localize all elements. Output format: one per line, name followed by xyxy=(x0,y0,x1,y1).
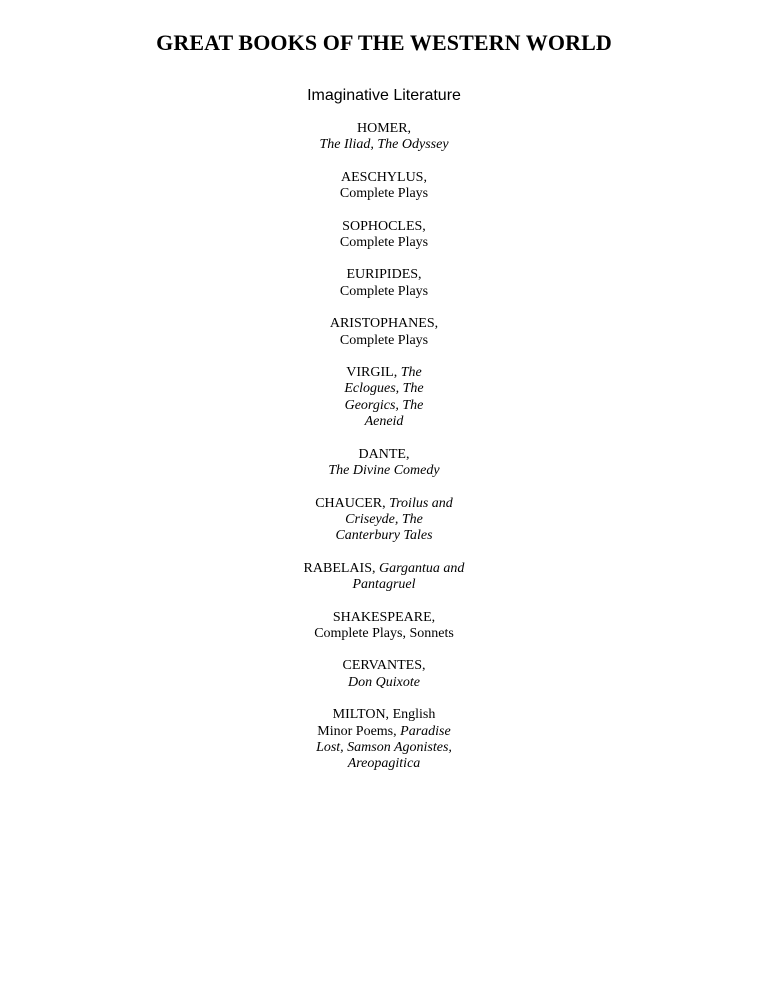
work-title: Paradise Lost, Samson Agonistes, Areopagitica xyxy=(316,723,452,772)
list-item xyxy=(294,561,474,594)
work-title: The Divine Comedy xyxy=(328,463,440,479)
list-item xyxy=(304,658,464,691)
author-name: VIRGIL, xyxy=(346,365,398,381)
author-name: DANTE, xyxy=(358,446,410,462)
author-name: CERVANTES, xyxy=(342,658,426,674)
work-title: The Eclogues, The Georgics, The Aeneid xyxy=(344,365,424,430)
work-title: Don Quixote xyxy=(348,674,420,690)
work-title: Complete Plays, Sonnets xyxy=(314,625,454,641)
work-title: Complete Plays xyxy=(339,235,429,251)
work-title: The Iliad, The Odyssey xyxy=(319,137,449,153)
entry-list xyxy=(0,121,768,789)
author-name: SHAKESPEARE, xyxy=(332,609,436,625)
author-name: EURIPIDES, xyxy=(346,267,422,283)
list-item xyxy=(304,316,464,349)
list-item xyxy=(314,496,454,545)
work-title: Troilus and Criseyde, The Canterbury Tales xyxy=(335,495,453,544)
section-heading: Imaginative Literature xyxy=(307,87,461,104)
list-item xyxy=(294,121,474,154)
list-item xyxy=(304,219,464,252)
list-item xyxy=(324,365,444,431)
work-title: Complete Plays xyxy=(339,332,429,348)
work-title: Complete Plays xyxy=(339,186,429,202)
work-title: Complete Plays xyxy=(339,283,429,299)
work-title: Gargantua and Pantagruel xyxy=(352,560,465,593)
author-name: ARISTOPHANES, xyxy=(329,316,439,332)
author-name: RABELAIS, xyxy=(303,560,376,576)
list-item xyxy=(304,267,464,300)
list-item xyxy=(304,170,464,203)
list-item xyxy=(314,610,454,643)
author-name: AESCHYLUS, xyxy=(341,169,427,185)
page-title: GREAT BOOKS OF THE WESTERN WORLD xyxy=(156,30,612,55)
author-name: CHAUCER, xyxy=(315,495,386,511)
author-name: MILTON, xyxy=(332,707,390,723)
author-name: HOMER, xyxy=(356,121,412,136)
author-name: SOPHOCLES, xyxy=(342,218,426,234)
list-item xyxy=(314,707,454,773)
list-item xyxy=(304,447,464,480)
work-title-roman: English Minor Poems, xyxy=(317,707,436,739)
